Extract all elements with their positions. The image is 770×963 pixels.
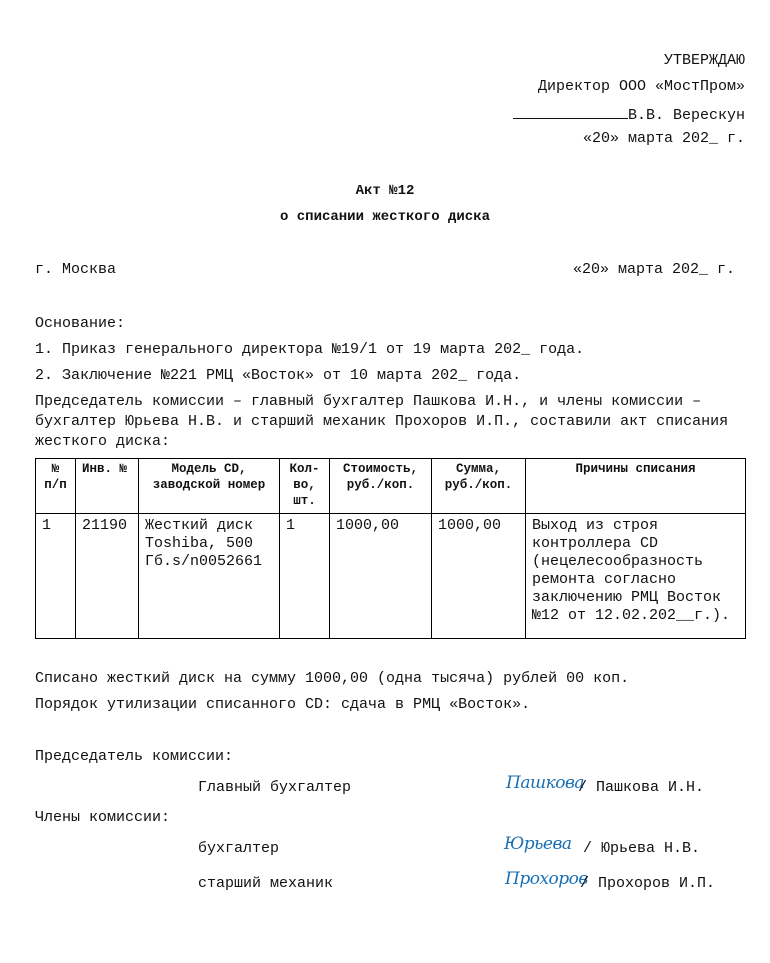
document-title: Акт №12 [355,183,415,199]
cell-num: 1 [36,514,76,639]
member-2-name: / Прохоров И.П. [580,875,716,892]
approval-signature-line [513,104,745,124]
member-1-role: бухгалтер [198,840,280,857]
cell-reason: Выход из строя контроллера CD (нецелесообразность ремонта согласно заключению РМЦ Восток №12 от 12.02.202__г.). [526,514,746,639]
approval-director: Директор ООО «МостПром» [537,78,745,95]
member-2-role: старший механик [198,875,334,892]
cell-model: Жесткий диск Toshiba, 500 Гб.s/n0052661 [139,514,280,639]
member-1-name: / Юрьева Н.В. [583,840,701,857]
header-num: № п/п [36,459,76,514]
member-1-signature: Юрьева [504,834,572,854]
table-row [36,514,746,639]
signature-blank-line [513,104,628,119]
member-2-signature: Прохоров [505,869,588,889]
commission-paragraph: Председатель комиссии – главный бухгалтер Пашкова И.Н., и члены комиссии – бухгалтер Юрьева Н.В. и старший механик Прохоров И.П., составили акт списания жесткого диска: [35,393,729,450]
basis-item-2: 2. Заключение №221 РМЦ «Восток» от 10 марта 202_ года. [35,367,522,384]
header-cost: Стоимость, руб./коп. [330,459,432,514]
chair-role: Главный бухгалтер [198,779,352,796]
cell-sum: 1000,00 [432,514,526,639]
approval-heading: УТВЕРЖДАЮ [663,52,745,69]
table-header-row [36,459,746,514]
cell-cost: 1000,00 [330,514,432,639]
disposal-order: Порядок утилизации списанного CD: сдача в РМЦ «Восток». [35,696,531,713]
basis-item-1: 1. Приказ генерального директора №19/1 от 19 марта 202_ года. [35,341,585,358]
header-qty: Кол-во, шт. [280,459,330,514]
written-off-sum: Списано жесткий диск на сумму 1000,00 (одна тысяча) рублей 00 коп. [35,670,630,687]
city: г. Москва [35,261,117,278]
approval-director-name: В.В. Верескун [627,107,745,124]
header-model: Модель CD, заводской номер [139,459,280,514]
write-off-table [35,458,746,639]
basis-label: Основание: [35,315,126,332]
document-subtitle: о списании жесткого диска [279,209,491,225]
chair-signature: Пашкова [506,773,584,793]
header-sum: Сумма, руб./коп. [432,459,526,514]
cell-qty: 1 [280,514,330,639]
cell-inv: 21190 [76,514,139,639]
header-inv: Инв. № [76,459,139,514]
chair-label: Председатель комиссии: [35,748,234,765]
chair-name: / Пашкова И.Н. [578,779,705,796]
header-reason: Причины списания [526,459,746,514]
members-label: Члены комиссии: [35,809,171,826]
approval-date: «20» марта 202_ г. [582,130,745,147]
document-date: «20» марта 202_ г. [572,261,735,278]
